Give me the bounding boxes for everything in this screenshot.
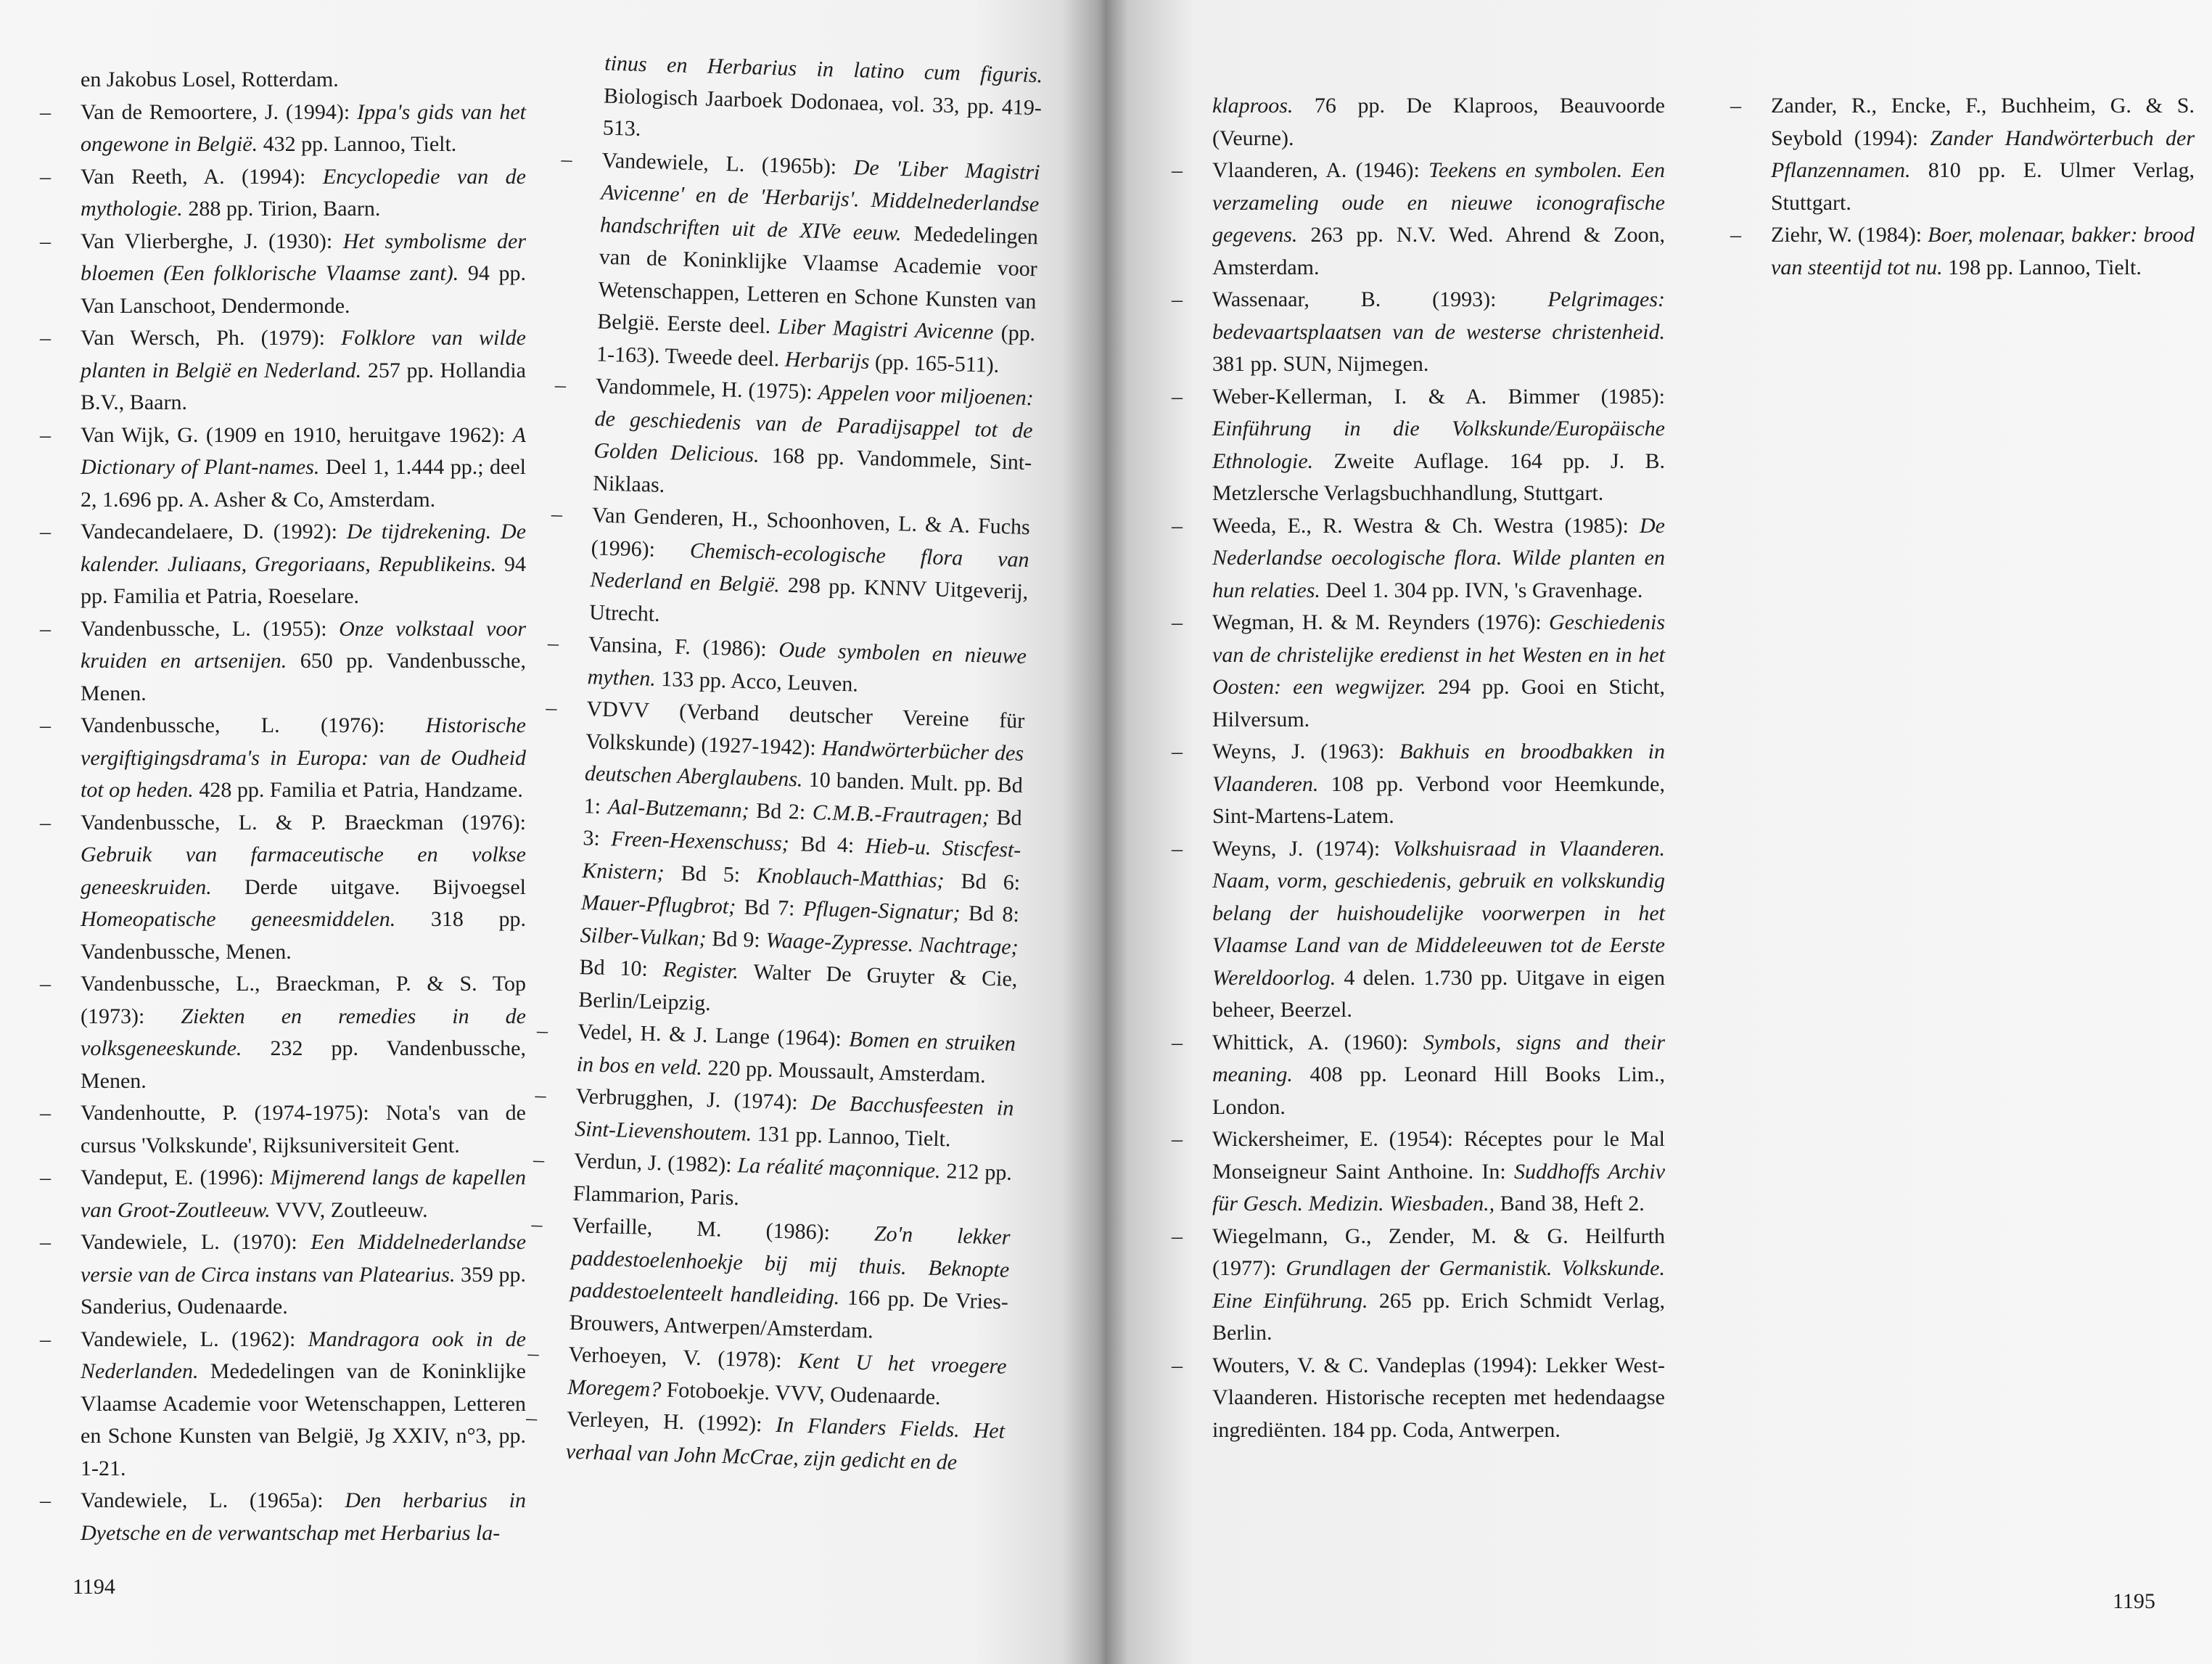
reference-text: en Jakobus Losel, Rotterdam. [81,67,339,91]
entry-dash: – [40,713,51,737]
reference-text: Bd 5: [664,860,757,888]
entry-dash: – [1172,513,1183,538]
reference-text: Ziehr, W. (1984): [1771,223,1928,247]
reference-title: Mijmerend langs de kapellen van Groot-Zoutleeuw. [81,1165,526,1222]
reference-title: C.M.B.-Frautragen; [812,800,990,829]
entry-dash: – [1172,1030,1183,1054]
reference-text: Vandenbussche, L., Braeckman, P. & S. Top (1973): [81,972,526,1028]
reference-title: Symbols, signs and their meaning. [1212,1030,1665,1086]
reference-entry [1172,1123,1665,1221]
reference-title: Register. [662,957,739,984]
reference-entry [40,710,526,807]
entry-dash: – [1172,158,1183,182]
reference-text: Bd 4: [789,832,866,858]
reference-entry [1172,155,1665,284]
reference-text: Vandenbussche, L. (1955): [81,616,340,641]
reference-title: Zander Handwörterbuch der Pflanzennamen. [1771,126,2195,182]
entry-dash: – [40,1327,51,1351]
reference-title: Historische vergiftigingsdrama's in Europa: van de Oudheid tot op heden. [81,713,526,802]
entry-dash: – [1172,739,1183,763]
reference-title: Homeopatische geneesmiddelen. [81,907,396,931]
entry-dash: – [40,164,51,189]
reference-title: Pelgrimages: bedevaartsplaatsen van de westerse christenheid. [1212,287,1665,344]
bibliography-column-1 [40,64,526,1549]
entry-dash: – [525,1406,538,1430]
reference-text: 650 pp. Vandenbussche, Menen. [81,649,526,705]
bibliography-column-2 [525,46,1043,1480]
reference-text: 810 pp. E. Ulmer Verlag, Stuttgart. [1771,158,2195,215]
reference-entry [1172,833,1665,1027]
reference-text: 168 pp. Vandommele, Sint-Niklaas. [592,443,1032,497]
reference-entry [525,1402,1005,1480]
reference-entry [1172,381,1665,510]
entry-dash: – [547,631,559,656]
entry-dash: – [40,326,51,350]
entry-dash: – [546,695,558,721]
reference-title: tinus en Herbarius in latino cum figuris. [604,51,1043,88]
reference-text: Whittick, A. (1960): [1212,1030,1423,1054]
reference-text: Verbrugghen, J. (1974): [575,1084,812,1115]
reference-text: Zweite Auflage. 164 pp. J. B. Metzlersche Verlagsbuchhandlung, Stuttgart. [1212,448,1665,505]
reference-text: Bd 6: [944,868,1021,895]
reference-title: Einführung in die Volkskunde/Europäische Ethnologie. [1212,417,1665,473]
reference-text: Verleyen, H. (1992): [566,1406,776,1437]
reference-text: Zander, R., Encke, F., Buchheim, G. & S. Seybold (1994): [1771,94,2195,150]
reference-entry [548,499,1031,641]
entry-dash: – [40,1230,51,1254]
entry-dash: – [533,1147,545,1172]
reference-title: De Nederlandse oecologische flora. Wilde planten en hun relaties. [1212,513,1665,602]
reference-title: Silber-Vulkan; [580,922,707,951]
reference-title: Gebruik van farmaceutische en volkse geneeskruiden. [81,843,526,899]
reference-entry [40,1226,526,1324]
entry-dash: – [551,501,563,527]
entry-dash: – [1172,1224,1183,1248]
entry-dash: – [554,372,567,398]
reference-entry [40,226,526,323]
reference-title: Knoblauch-Matthias; [756,863,945,893]
reference-title: Folklore van wilde planten in België en Nederland. [81,326,526,382]
reference-text: Wassenaar, B. (1993): [1212,287,1548,311]
reference-text: Wickersheimer, E. (1954): Réceptes pour le Mal Monseigneur Saint Anthoine. In: [1212,1127,1665,1184]
entry-dash: – [535,1083,547,1107]
reference-text: Derde uitgave. Bijvoegsel [211,874,526,899]
reference-text: Walter De Gruyter & Cie, Berlin/Leipzig. [577,959,1018,1015]
reference-text: Mededelingen van de Koninklijke Vlaamse Academie voor Wetenschappen, Letteren en Schone Kunsten van België. Eerste deel. [596,221,1039,339]
reference-text: 359 pp. Sanderius, Oudenaarde. [81,1262,526,1319]
reference-text: Bd 7: [735,895,804,921]
reference-entry [40,516,526,613]
reference-text: 428 pp. Familia et Patria, Handzame. [193,778,523,802]
reference-text: Bd 2: [749,798,813,824]
reference-text: Vandeput, E. (1996): [81,1165,271,1189]
entry-dash: – [536,1018,548,1043]
reference-text: Van Reeth, A. (1994): [81,164,323,189]
reference-title: In Flanders Fields. Het verhaal van John McCrae, zijn gedicht en de [565,1412,1006,1475]
reference-title: De tijdrekening. De kalender. Juliaans, Gregoriaans, Republikeins. [81,520,527,576]
entry-dash: – [40,229,51,253]
reference-title: Mauer-Pflugbrot; [580,890,736,919]
reference-text: Vedel, H. & J. Lange (1964): [577,1020,850,1052]
reference-text: Weeda, E., R. Westra & Ch. Westra (1985): [1212,513,1640,538]
reference-text: 133 pp. Acco, Leuven. [655,666,859,697]
reference-title: Waage-Zypresse. Nachtrage; [765,927,1019,959]
reference-title: Geschiedenis van de christelijke eredienst in het Westen en in het Oosten: een wegwijzer. [1212,610,1665,699]
reference-entry [1730,90,2195,219]
reference-text: Vansina, F. (1986): [588,632,779,662]
reference-text: Verfaille, M. (1986): [572,1213,875,1246]
reference-text: 4 delen. 1.730 pp. Uitgave in eigen beheer, Beerzel. [1212,965,1665,1022]
reference-title: De 'Liber Magistri Avicenne' en de 'Herbarijs'. Middelnederlandse handschriften uit de XIVe eeuw. [599,155,1040,245]
entry-dash: – [527,1341,540,1366]
reference-title: Kent U het vroegere Moregem? [567,1348,1007,1401]
entry-dash: – [40,1488,51,1512]
entry-dash: – [531,1212,543,1237]
reference-entry [1172,1350,1665,1447]
reference-text: Bd 9: [706,926,767,952]
reference-text: 212 pp. Flammarion, Paris. [572,1159,1013,1210]
entry-dash: – [1730,94,1741,118]
reference-text: Wouters, V. & C. Vandeplas (1994): Lekker West-Vlaanderen. Historische recepten met hedendaagse ingrediënten. 184 pp. Coda, Antwerpen. [1212,1353,1665,1442]
reference-text: Fotoboekje. VVV, Oudenaarde. [660,1377,942,1409]
reference-entry [1172,736,1665,833]
reference-title: Encyclopedie van de mythologie. [81,164,526,221]
reference-text: 94 pp. Familia et Patria, Roeselare. [81,552,527,608]
entry-dash: – [1172,1127,1183,1151]
page-number-left: 1194 [73,1575,115,1599]
reference-title: Grundlagen der Germanistik. Volkskunde. Eine Einführung. [1212,1256,1665,1313]
entry-dash: – [1172,384,1183,409]
reference-title: Herbarijs [784,347,870,374]
reference-text: Vandewiele, L. (1970): [81,1230,311,1254]
reference-text: 408 pp. Leonard Hill Books Lim., London. [1212,1062,1665,1119]
reference-title: Een Middelnederlandse versie van de Circa instans van Platearius. [81,1230,527,1287]
reference-text: Verhoeyen, V. (1978): [568,1342,799,1373]
reference-title: Het symbolisme der bloemen (Een folklorische Vlaamse zant). [81,229,526,285]
reference-text: Weyns, J. (1974): [1212,836,1393,861]
reference-entry [40,613,526,710]
reference-text: 166 pp. De Vries-Brouwers, Antwerpen/Amsterdam. [569,1285,1009,1343]
reference-text: 318 pp. Vandenbussche, Menen. [81,907,526,964]
reference-text: Vandenbussche, L. (1976): [81,713,426,737]
reference-text: 108 pp. Verbond voor Heemkunde, Sint-Martens-Latem. [1212,771,1665,828]
reference-text: Vandommele, H. (1975): [595,374,819,404]
reference-title: Ziekten en remedies in de volksgeneeskunde. [81,1004,526,1060]
reference-text: Bd 3: [583,805,1023,851]
reference-text: 94 pp. Van Lanschoot, Dendermonde. [81,261,526,318]
reference-entry [552,369,1035,512]
reference-text: 265 pp. Erich Schmidt Verlag, Berlin. [1212,1288,1665,1345]
entry-dash: – [1172,836,1183,861]
reference-entry [40,1485,526,1549]
reference-continuation [40,64,526,97]
reference-text: 220 pp. Moussault, Amsterdam. [702,1055,987,1088]
reference-title: Suddhoffs Archiv für Gesch. Medizin. Wiesbaden., [1212,1159,1666,1216]
reference-title: Ippa's gids van het ongewone in België. [81,99,526,156]
reference-text: Verdun, J. (1982): [573,1148,739,1178]
entry-dash: – [40,422,51,447]
reference-text: 294 pp. Gooi en Sticht, Hilversum. [1212,675,1665,731]
reference-title: La réalité maçonnique. [737,1153,941,1184]
entry-dash: – [40,99,51,124]
entry-dash: – [1730,223,1741,247]
reference-text: Vlaanderen, A. (1946): [1212,158,1428,182]
reference-text: Biologisch Jaarboek Dodonaea, vol. 33, pp. 419-513. [602,83,1043,141]
reference-title: Bakhuis en broodbakken in Vlaanderen. [1212,739,1665,796]
reference-text: 198 pp. Lannoo, Tielt. [1942,255,2142,279]
reference-text: Mededelingen van de Koninklijke Vlaamse Academie voor Wetenschappen, Letteren en Schone Kunsten van België, Jg XXIV, n°3, pp. 1-21. [81,1359,526,1480]
reference-title: Den herbarius in Dyetsche en de verwantschap met Herbarius la- [81,1488,526,1545]
reference-text: Vandenhoutte, P. (1974-1975): Nota's van de cursus 'Volkskunde', Rijksuniversiteit Gent. [81,1101,526,1157]
reference-text: Van Wersch, Ph. (1979): [81,326,342,350]
reference-text: Vandewiele, L. (1965b): [601,148,855,179]
reference-text: 131 pp. Lannoo, Tielt. [751,1121,951,1151]
reference-text: Weber-Kellerman, I. & A. Bimmer (1985): [1212,384,1665,409]
reference-entry [1172,284,1665,381]
reference-title: De Bacchusfeesten in Sint-Lievenshoutem. [574,1091,1014,1146]
reference-entry [40,97,526,161]
reference-text: 263 pp. N.V. Wed. Ahrend & Zoon, Amsterdam. [1212,223,1665,279]
reference-title: Hieb-u. Stiscfest-Knistern; [581,834,1021,885]
reference-title: Freen-Hexenschuss; [610,827,790,856]
reference-title: Pflugen-Signatur; [802,896,961,925]
reference-text: 381 pp. SUN, Nijmegen. [1212,352,1429,376]
reference-entry [528,1208,1011,1351]
reference-text: 432 pp. Lannoo, Tielt. [258,132,457,156]
reference-text: Wiegelmann, G., Zender, M. & G. Heilfurth (1977): [1212,1224,1665,1280]
reference-title: Chemisch-ecologische flora van Nederland en België. [590,538,1029,597]
reference-title: Aal-Butzemann; [607,794,750,823]
reference-entry [40,1324,526,1485]
reference-title: Teekens en symbolen. Een verzameling oude en nieuwe iconografische gegevens. [1212,158,1665,247]
reference-text: 10 banden. Mult. pp. Bd 1: [583,767,1024,819]
reference-text: Vandecandelaere, D. (1992): [81,520,347,544]
reference-entry [1172,607,1665,736]
reference-text: Vandewiele, L. (1962): [81,1327,308,1351]
reference-title: Zo'n lekker paddestoelenhoekje bij mij thuis. Beknopte paddestoelenteelt handleiding. [570,1221,1011,1310]
reference-text: Van Vlierberghe, J. (1930): [81,229,343,253]
reference-entry [40,161,526,226]
reference-entry [538,692,1025,1028]
entry-dash: – [40,810,51,835]
reference-entry [1172,1221,1665,1350]
reference-title: Appelen voor miljoenen: de geschiedenis van de Paradijsappel tot de Golden Delicious. [593,380,1035,467]
reference-text: Wegman, H. & M. Reynders (1976): [1212,610,1550,634]
reference-text: Band 38, Heft 2. [1494,1192,1645,1216]
reference-text: Van Wijk, G. (1909 en 1910, heruitgave 1962): [81,422,513,447]
reference-text: Weyns, J. (1963): [1212,739,1400,763]
reference-text: VVV, Zoutleeuw. [270,1197,428,1222]
entry-dash: – [1172,1353,1183,1377]
reference-text: Deel 1. 304 pp. IVN, 's Gravenhage. [1320,578,1643,602]
reference-title: Volkshuisraad in Vlaanderen. Naam, vorm, geschiedenis, gebruik en volkskundig belang der huishoudelijke voorwerpen in het Vlaamse Land van de Middeleeuwen tot de Eerste Wereldoorlog. [1212,836,1665,990]
reference-entry [1730,219,2195,284]
reference-entry [40,322,526,419]
reference-entry [40,968,526,1097]
reference-entry [1172,510,1665,607]
reference-text: Bd 10: [579,955,664,982]
reference-continuation [1172,90,1665,155]
entry-dash: – [40,616,51,641]
reference-text: 257 pp. Hollandia B.V., Baarn. [81,358,526,414]
reference-title: Oude symbolen en nieuwe mythen. [587,637,1027,691]
reference-text: (pp. 1-163). Tweede deel. [596,320,1036,372]
left-page [0,0,1099,1664]
entry-dash: – [1172,287,1183,311]
reference-text: 288 pp. Tirion, Baarn. [182,197,381,221]
reference-title: Boer, molenaar, bakker: brood van steentijd tot nu. [1771,223,2195,279]
entry-dash: – [561,147,573,171]
entry-dash: – [40,972,51,996]
reference-title: A Dictionary of Plant-names. [81,422,526,479]
reference-text: (pp. 165-511). [869,349,1000,377]
bibliography-column-3 [1172,90,1665,1446]
reference-entry [1172,1027,1665,1124]
reference-entry [40,419,526,517]
reference-entry [556,143,1040,382]
reference-entry [40,1097,526,1162]
reference-continuation [562,46,1043,157]
reference-entry [40,807,526,969]
entry-dash: – [40,1101,51,1125]
reference-title: Onze volkstaal voor kruiden en artsenijen. [81,616,526,673]
reference-text: Bd 8: [960,901,1020,927]
reference-title: Liber Magistri Avicenne [778,314,994,345]
reference-entry [40,1162,526,1226]
entry-dash: – [40,1165,51,1189]
reference-text: VDVV (Verband deutscher Vereine für Volkskunde) (1927-1942): [585,697,1025,760]
reference-text: Deel 1, 1.444 pp.; deel 2, 1.696 pp. A. Asher & Co, Amsterdam. [81,455,526,512]
reference-title: klaproos. [1212,94,1294,118]
reference-text: 298 pp. KNNV Uitgeverij, Utrecht. [588,573,1029,626]
bibliography-column-4 [1730,90,2195,284]
entry-dash: – [1172,610,1183,634]
entry-dash: – [40,520,51,544]
reference-text: Van Genderen, H., Schoonhoven, L. & A. Fuchs (1996): [591,503,1031,562]
reference-text: 76 pp. De Klaproos, Beauvoorde (Veurne). [1212,94,1665,150]
reference-text: 232 pp. Vandenbussche, Menen. [81,1036,526,1093]
reference-title: Bomen en struiken in bos en veld. [576,1027,1016,1080]
page-number-right: 1195 [2113,1589,2155,1613]
reference-text: Van de Remoortere, J. (1994): [81,99,358,124]
reference-title: Handwörterbücher des deutschen Aberglaubens. [584,735,1024,792]
reference-title: Mandragora ook in de Nederlanden. [81,1327,527,1383]
reference-text: Vandewiele, L. (1965a): [81,1488,345,1512]
reference-text: Vandenbussche, L. & P. Braeckman (1976): [81,810,526,835]
